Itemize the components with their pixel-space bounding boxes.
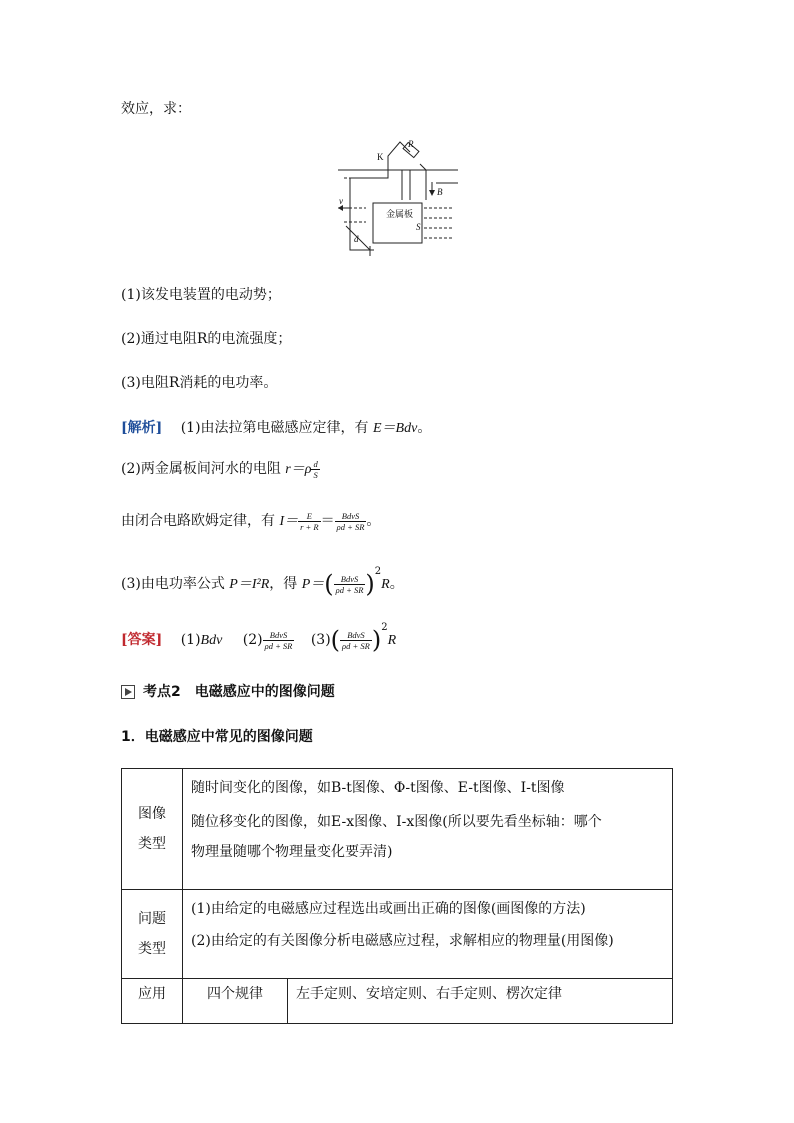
table-row [122, 769, 673, 890]
solution-line3-text: 由闭合电路欧姆定律，有 [121, 513, 275, 529]
answer-2-label: (2) [242, 632, 263, 648]
row2-line2: (2)由给定的有关图像分析电磁感应过程，求解相应的物理量(用图像) [191, 933, 614, 949]
question-1: (1)该发电装置的电动势； [121, 287, 281, 303]
current-fraction-1: $\frac{E}{r + R}$ [300, 510, 319, 532]
solution-line4-end: 。 [389, 576, 404, 592]
question-2: (2)通过电阻R的电流强度； [121, 331, 292, 347]
diagram-v: v [339, 196, 343, 206]
row1-line1: 随时间变化的图像，如B-t图像、Φ-t图像、E-t图像、I-t图像 [191, 780, 565, 796]
row3-value: 左手定则、安培定则、右手定则、楞次定律 [288, 979, 673, 1024]
solution-line4-tail: R [381, 577, 390, 592]
answer-line: [答案] (1)Bdv (2) $\frac{\text{BdvS}}{\rho d + SR}$ (3)( $\frac{\text{BdvS}}{\rho d + SR}$ )$^2$R [121, 622, 397, 654]
diagram-plate-label: 金属板 [386, 210, 414, 220]
question-3: (3)电阻R消耗的电功率。 [121, 375, 278, 391]
solution-line4-eq1: P＝I²R [229, 577, 270, 592]
resistance-fraction: $\frac{d}{S}$ [313, 458, 318, 480]
solution-line4-mid: ，得 [269, 576, 298, 592]
section-subtitle: 1．电磁感应中常见的图像问题 [121, 729, 313, 745]
image-problem-table [121, 768, 673, 1024]
diagram-d: d [354, 234, 359, 244]
answer-3-tail: R [387, 633, 397, 648]
row2-line1: (1)由给定的电磁感应过程选出或画出正确的图像(画图像的方法) [191, 901, 586, 917]
answer-1-label: (1) [180, 632, 201, 648]
row1-content [183, 769, 673, 890]
intro-text: 效应，求： [121, 101, 191, 117]
solution-line-1 [121, 417, 431, 437]
power-fraction: $\frac{\text{BdvS}}{\rho d + SR}$ [335, 573, 364, 595]
power-exponent: 2 [374, 566, 382, 577]
solution-line3-lhs: I＝ [279, 514, 299, 529]
answer-tag: [答案] [121, 632, 163, 648]
solution-line1-end: 。 [417, 420, 432, 436]
diagram-K: K [377, 152, 384, 162]
row2-label: 问题类型 [122, 890, 183, 979]
solution-line2-lhs: r＝ρ [285, 462, 312, 477]
section-title: 考点2 电磁感应中的图像问题 [143, 684, 335, 700]
answer-2-fraction: $\frac{\text{BdvS}}{\rho d + SR}$ [264, 629, 293, 651]
solution-line-3 [121, 510, 380, 532]
solution-line3-eq: ＝ [320, 513, 335, 529]
row3-label: 应用 [122, 979, 183, 1024]
row2-content [183, 890, 673, 979]
table-row [122, 890, 673, 979]
solution-line-2 [121, 458, 320, 480]
current-fraction-2: $\frac{\text{BdvS}}{\rho d + SR}$ [336, 510, 365, 532]
generator-diagram [336, 138, 460, 258]
row3-sub: 四个规律 [183, 979, 288, 1024]
solution-line-4: (3)由电功率公式 P＝I²R，得 P＝( $\frac{\text{BdvS}}{\rho d + SR}$ )$^2$R。 [121, 566, 404, 598]
table-row [122, 979, 673, 1024]
answer-1: Bdv [200, 633, 223, 648]
diagram-B: B [437, 187, 443, 197]
diagram-S: S [416, 222, 421, 232]
play-triangle-icon [121, 685, 135, 699]
solution-line4-lhs: P＝ [301, 577, 325, 592]
row1-line2: 随位移变化的图像，如E-x图像、I-x图像(所以要先看坐标轴：哪个 [191, 814, 602, 830]
diagram-R: R [408, 139, 414, 149]
solution-line1-text: (1)由法拉第电磁感应定律，有 [180, 420, 369, 436]
answer-3-label: (3) [310, 632, 331, 648]
row1-label: 图像类型 [122, 769, 183, 890]
row1-line3: 物理量随哪个物理量变化要弄清) [191, 844, 393, 860]
solution-tag: [解析] [121, 420, 163, 436]
answer-3-exponent: 2 [381, 622, 388, 633]
solution-line1-eq: E＝Bdv [373, 421, 418, 436]
answer-3-fraction: $\frac{\text{BdvS}}{\rho d + SR}$ [342, 629, 370, 651]
solution-line4-text: (3)由电功率公式 [121, 576, 225, 592]
section-heading [121, 681, 335, 701]
solution-line3-end: 。 [366, 513, 381, 529]
solution-line2-text: (2)两金属板间河水的电阻 [121, 461, 281, 477]
